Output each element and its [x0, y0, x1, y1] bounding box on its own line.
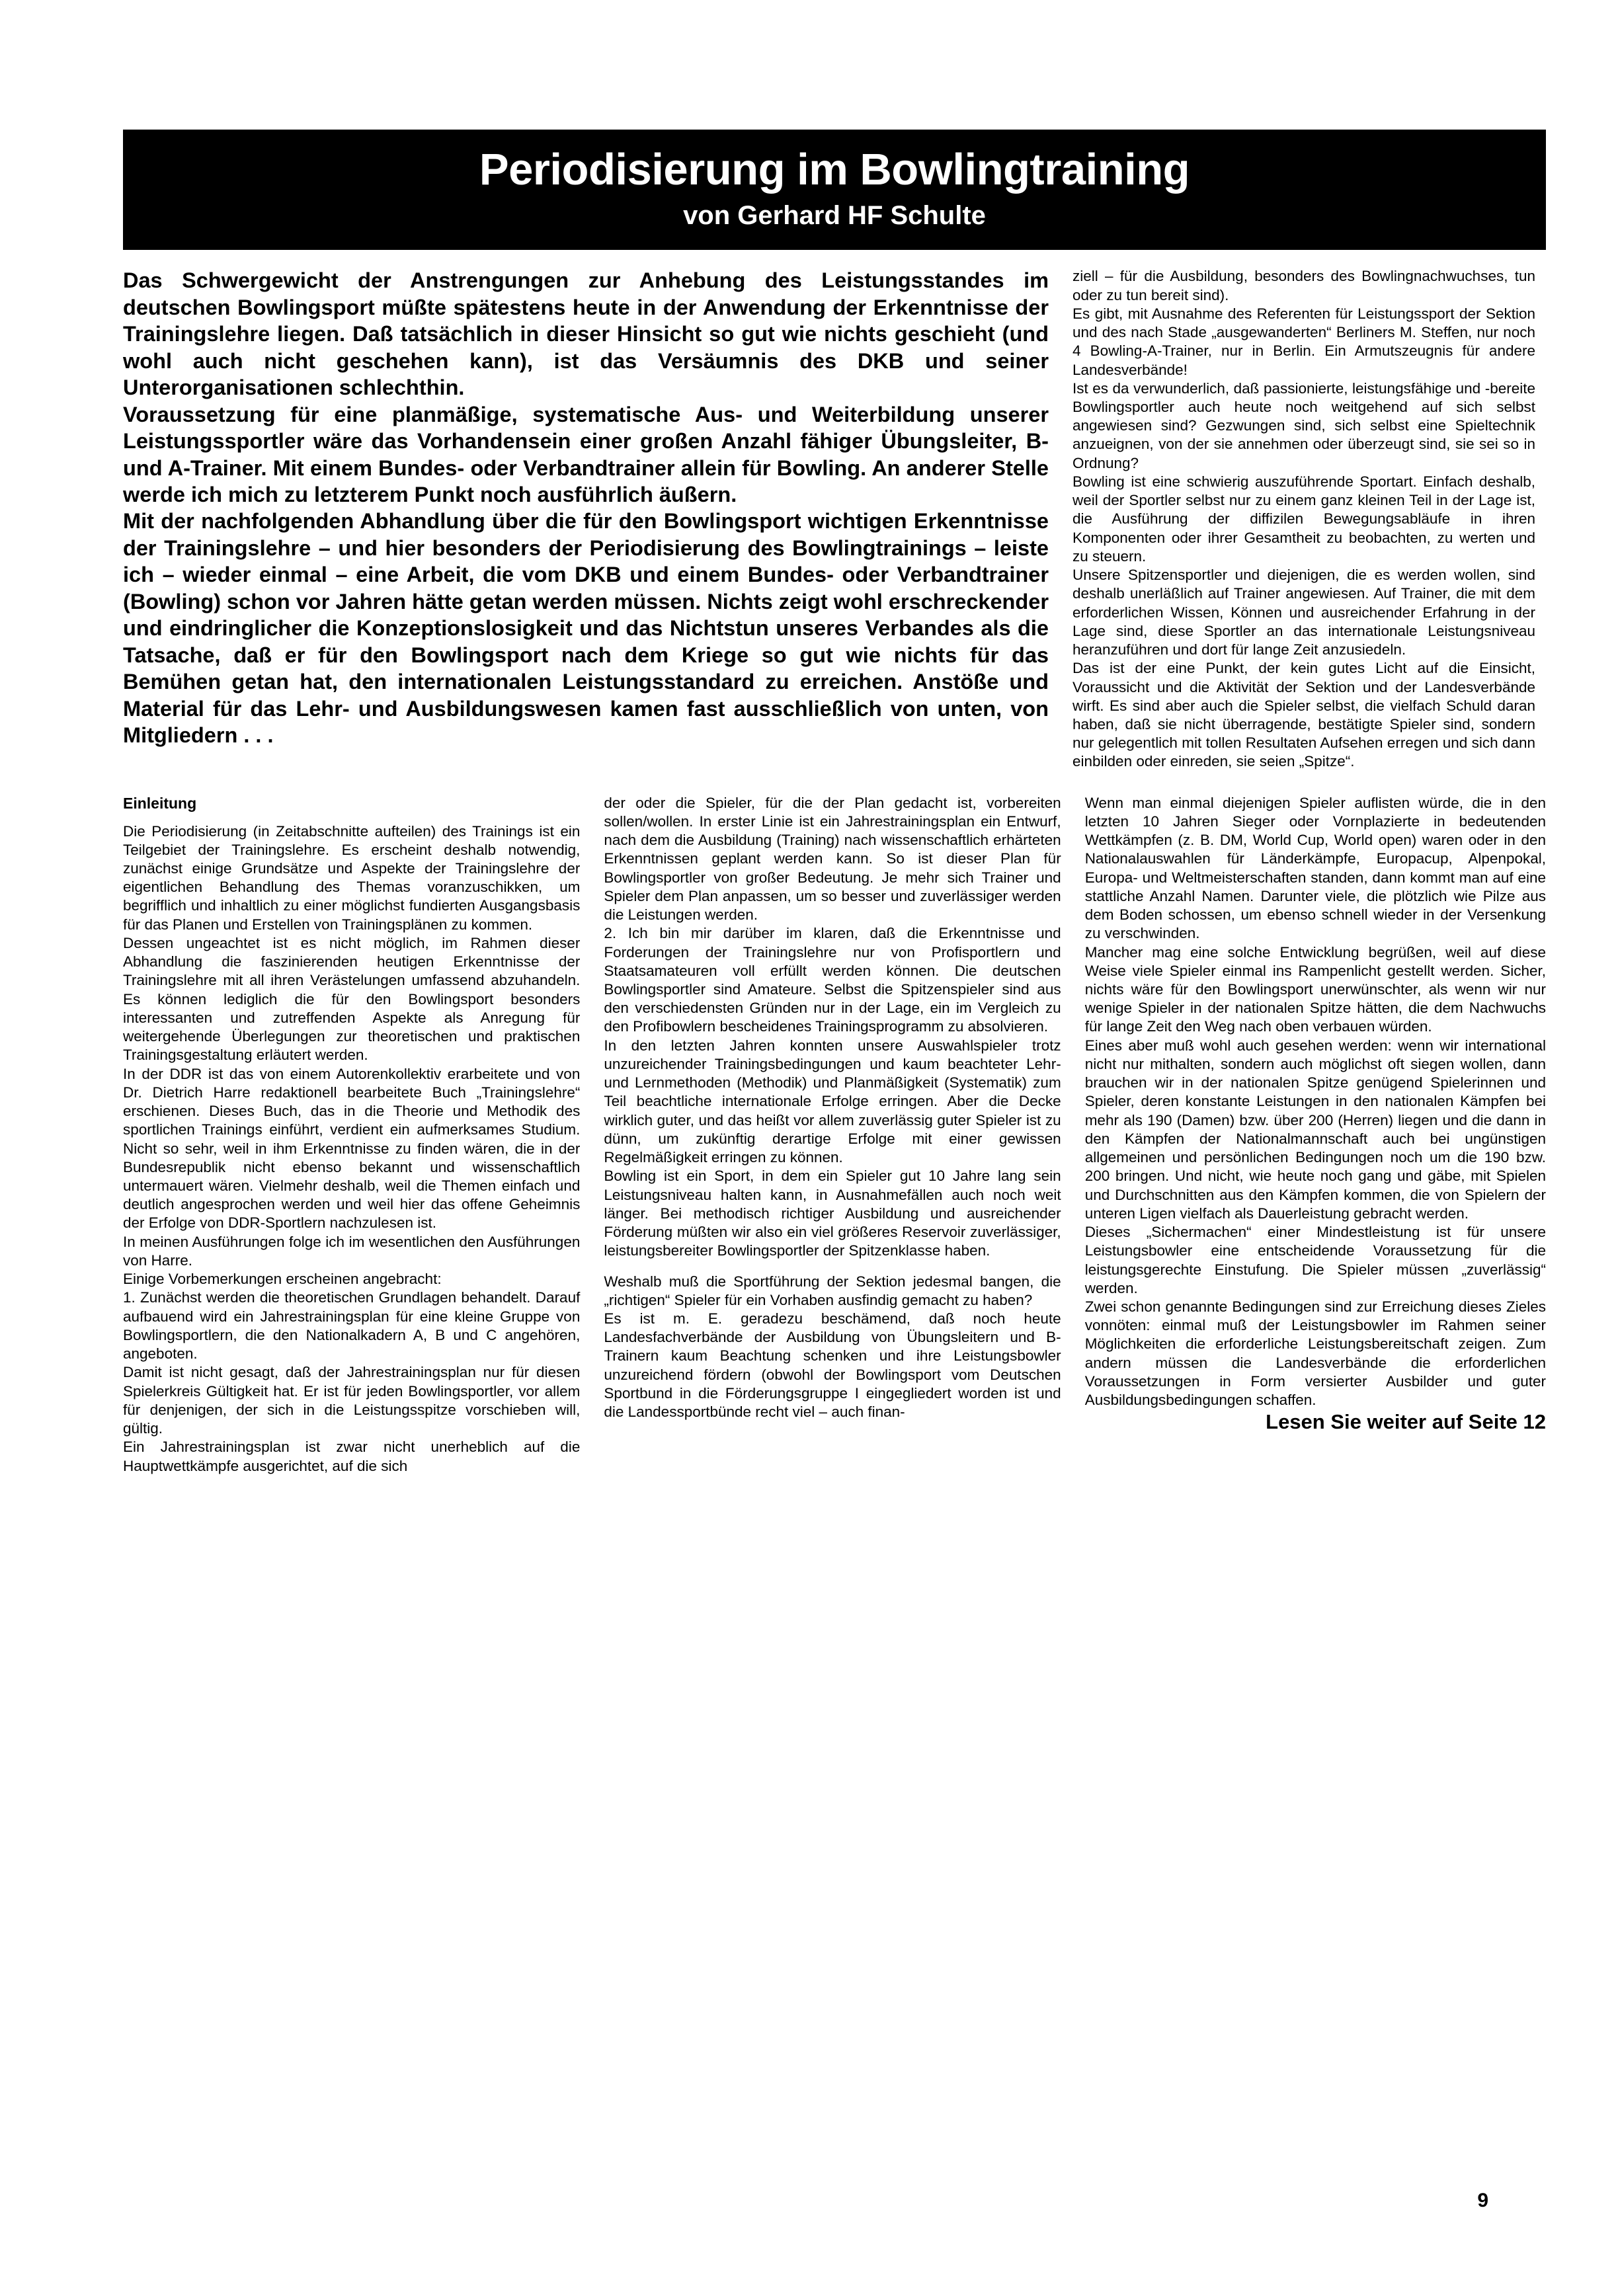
- column-right-top: [1072, 267, 1535, 771]
- paragraph: Eines aber muß wohl auch gesehen werden: wenn wir international nicht nur mithalten, sondern auch möglichst oft siegen wollen, dann brauchen wir in der nationalen Spitze genügend Spielerinnen und Spieler, deren konstante Leistungen in den nationalen Kämpfen bei mehr als 190 (Damen) bzw. über 200 (Herren) liegen und die dann in den Kämpfen der Nationalmannschaft auch bei ungünstigen allgemeinen und persönlichen Bedingungen noch um die 190 bzw. 200 bringen. Und nicht, wie heute noch gang und gäbe, mit Spielen und Durchschnitten aus den Kämpfen kommen, die von Spielern der unteren Ligen vielfach als Dauerleistung gebracht werden.: [1084, 1037, 1546, 1222]
- paragraph: Die Periodisierung (in Zeitabschnitte aufteilen) des Trainings ist ein Teilgebiet der Trainingslehre. Es erscheint deshalb notwendig, zunächst einige Grundsätze und Aspekte der Trainingslehre der eigentlichen Behandlung des Themas voranzuschikken, um begrifflich und inhaltlich zu einer möglichst fundierten Ausgangsbasis für das Planen und Erstellen von Trainingsplänen zu kommen.: [123, 822, 581, 933]
- article-body: [123, 130, 1546, 1476]
- paragraph: Dieses „Sichermachen“ einer Mindestleistung ist für unsere Leistungsbowler eine entscheidende Voraussetzung für die leistungsgerechte Einstufung. Die Spieler müssen „zuverlässig“ werden.: [1084, 1224, 1546, 1296]
- page-title: Periodisierung im Bowlingtraining: [479, 145, 1190, 194]
- paragraph: der oder die Spieler, für die der Plan gedacht ist, vorbereiten sollen/wollen. In erster Linie ist ein Jahrestrainingsplan ein Entwurf, nach dem die Ausbildung (Training) nach wissenschaftlich erhärteten Erkenntnissen geplant werden kann. So ist dieser Plan für Bowlingsportler von großer Bedeutung. Je mehr sich Trainer und Spieler dem Plan anpassen, um so besser und zuverlässiger werden die Leistungen werden.: [604, 794, 1061, 924]
- paragraph: Es ist m. E. geradezu beschämend, daß noch heute Landesfachverbände der Ausbildung von Übungsleitern und B-Trainern kaum Beachtung schenken und ihre Leistungsbowler unzureichend fördern (obwohl der Bowlingsport vom Deutschen Sportbund in die Förderungsgruppe I eingegliedert worden ist und die Landessportbünde recht viel – auch finan-: [604, 1310, 1061, 1421]
- paragraph: Ein Jahrestrainingsplan ist zwar nicht unerheblich auf die Hauptwettkämpfe ausgerichtet, auf die sich: [123, 1439, 581, 1474]
- article-byline: von Gerhard HF Schulte: [683, 201, 986, 231]
- paragraph: 1. Zunächst werden die theoretischen Grundlagen behandelt. Darauf aufbauend wird ein Jahrestrainingsplan für eine kleine Gruppe von Bowlingsportlern, die den Nationalkadern A, B und C angehören, angeboten.: [123, 1289, 581, 1363]
- paragraph: 2. Ich bin mir darüber im klaren, daß die Erkenntnisse und Forderungen der Trainingslehre nur von Profisportlern und Staatsamateuren voll erfüllt werden können. Die deutschen Bowlingsportler sind Amateure. Selbst die Spitzenspieler sind aus den verschiedensten Gründen nur in der Lage, ein im Vergleich zu den Profibowlern bescheidenes Trainingsprogramm zu absolvieren.: [604, 925, 1061, 1035]
- lead-text: Das Schwergewicht der Anstrengungen zur Anhebung des Leistungsstandes im deutschen Bowlingsport müßte spätestens heute in der Anwendung der Erkenntnisse der Trainingslehre liegen. Daß tatsächlich in dieser Hinsicht so gut wie nichts geschieht (und wohl auch nicht geschehen kann), ist das Versäumnis des DKB und seiner Unterorganisationen schlechthin. Voraussetzung für eine planmäßige, systematische Aus- und Weiterbildung unserer Leistungssportler wäre das Vorhandensein einer großen Anzahl fähiger Übungsleiter, B- und A-Trainer. Mit einem Bundes- oder Verbandtrainer allein für Bowling. An anderer Stelle werde ich mich zu letzterem Punkt noch ausführlich äußern. Mit der nachfolgenden Abhandlung über die für den Bowlingsport wichtigen Erkenntnisse der Trainingslehre – und hier besonders der Periodisierung des Bowlingtrainings – leiste ich – wieder einmal – eine Arbeit, die vom DKB und einem Bundes- oder Verbandtrainer (Bowling) schon vor Jahren hätte getan werden müssen. Nichts zeigt wohl erschreckender und eindringlicher die Konzeptionslosigkeit und das Nichtstun unseres Verbandes als die Tatsache, daß er für den Bowlingsport nach dem Kriege so gut wie nichts für das Bemühen getan hat, den internationalen Leistungsstandard zu erreichen. Anstöße und Material für das Lehr- und Ausbildungswesen kamen fast ausschließlich von unten, von Mitgliedern . . .: [123, 268, 1049, 748]
- column-three: [1085, 794, 1546, 1436]
- article-title-banner: [123, 130, 1546, 250]
- paragraph: Zwei schon genannte Bedingungen sind zur Erreichung dieses Zieles vonnöten: einmal muß der Leistungsbowler im Rahmen seiner Möglichkeiten die erforderliche Leistungsbereitschaft zeigen. Zum andern müssen die Landesverbände die erforderlichen Voraussetzungen in Form versierter Ausbilder und guter Ausbildungsbedingungen schaffen.: [1084, 1298, 1546, 1409]
- paragraph: In meinen Ausführungen folge ich im wesentlichen den Ausführungen von Harre.: [123, 1233, 581, 1269]
- section-heading: Einleitung: [123, 794, 197, 812]
- paragraph: Wenn man einmal diejenigen Spieler auflisten würde, die in den letzten 10 Jahren Sieger oder Vornplazierte in bedeutenden Wettkämpfen (z. B. DM, World Cup, World open) waren oder in den Nationalauswahlen für Länderkämpfe, Europacup, Alpenpokal, Europa- und Weltmeisterschaften standen, dann kommt man auf eine stattliche Anzahl Namen. Darunter viele, die plötzlich wie Pilze aus dem Boden schossen, um ebenso schnell wieder in der Versenkung zu verschwinden.: [1084, 794, 1546, 942]
- lead-section: [123, 267, 1546, 771]
- paragraph: Mancher mag eine solche Entwicklung begrüßen, weil auf diese Weise viele Spieler einmal ins Rampenlicht gestellt werden. Sicher, nichts wäre für den Bowlingsport unerwünschter, als wenn wir nur wenige Spieler in der nationalen Spitze hätten, die dem Nachwuchs für lange Zeit den Weg nach oben verbauen würden.: [1084, 943, 1546, 1035]
- column-one: [123, 794, 580, 1476]
- paragraph: Einige Vorbemerkungen erscheinen angebracht:: [123, 1271, 442, 1288]
- paragraph: Dessen ungeachtet ist es nicht möglich, im Rahmen dieser Abhandlung die faszinierenden heutigen Erkenntnisse der Trainingslehre mit all ihren Verästelungen umfassend abzuhandeln. Es können lediglich die für den Bowlingsport besonders interessanten und zutreffenden Aspekte als Anregung für weitergehende Überlegungen zur theoretischen und praktischen Trainingsgestaltung erläutert werden.: [123, 934, 581, 1064]
- column-two: [604, 794, 1061, 1422]
- paragraph: Weshalb muß die Sportführung der Sektion jedesmal bangen, die „richtigen“ Spieler für ein Vorhaben ausfindig gemacht zu haben?: [604, 1273, 1061, 1308]
- main-columns: [123, 794, 1546, 1476]
- lead-paragraph: [123, 267, 1049, 748]
- page-number: 9: [1477, 2190, 1488, 2211]
- continue-note: Lesen Sie weiter auf Seite 12: [1266, 1410, 1546, 1434]
- paragraph: In der DDR ist das von einem Autorenkollektiv erarbeitete und von Dr. Dietrich Harre redaktionell bearbeitete Buch „Trainingslehre“ erschienen. Dieses Buch, das in die Theorie und Methodik des sportlichen Trainings einführt, verdient ein aufmerksames Studium. Nicht so sehr, weil in ihm Erkenntnisse zu finden wären, die in der Bundesrepublik nicht ebenso bekannt und wissenschaftlich untermauert wären. Vielmehr deshalb, weil die Themen einfach und deutlich angesprochen werden und weil hier das offene Geheimnis der Erfolge von DDR-Sportlern nachzulesen ist.: [123, 1065, 581, 1232]
- paragraph: In den letzten Jahren konnten unsere Auswahlspieler trotz unzureichender Trainingsbedingungen und kaum beachteter Lehr- und Lernmethoden (Methodik) und Planmäßigkeit (Systematik) zum Teil beachtliche internationale Erfolge erringen. Aber die Decke wirklich guter, und das heißt vor allem zuverlässig guter Spieler ist zu dünn, um zukünftig derartige Erfolge mit einer gewissen Regelmäßigkeit erringen zu können.: [604, 1037, 1061, 1166]
- paragraph: Bowling ist ein Sport, in dem ein Spieler gut 10 Jahre lang sein Leistungsniveau halten kann, in Ausnahmefällen auch noch weit länger. Bei methodisch richtiger Ausbildung und ausreichender Förderung müßten wir also ein viel größeres Reservoir zuverlässiger, leistungsbereiter Bowlingsportler der Spitzenklasse haben.: [604, 1168, 1061, 1259]
- paragraph: Damit ist nicht gesagt, daß der Jahrestrainingsplan nur für diesen Spielerkreis Gültigkeit hat. Er ist für jeden Bowlingsportler, vor allem für denjenigen, der sich in die Leistungsspitze vorschieben will, gültig.: [123, 1364, 581, 1437]
- column-right-top-text: ziell – für die Ausbildung, besonders des Bowlingnachwuchses, tun oder zu tun bereit sind). Es gibt, mit Ausnahme des Referenten für Leistungssport der Sektion und des nach Stade „ausgewanderten“ Berliners M. Steffen, nur noch 4 Bowling-A-Trainer, nur in Berlin. Ein Armutszeugnis für andere Landesverbände! Ist es da verwunderlich, daß passionierte, leistungsfähige und -bereite Bowlingsportler auch heute noch weitgehend auf sich selbst angewiesen sind? Gezwungen sind, sich selbst eine Spieltechnik anzueignen, von der sie annehmen oder überzeugt sind, sie sei so in Ordnung? Bowling ist eine schwierig auszuführende Sportart. Einfach deshalb, weil der Sportler selbst nur zu einem ganz kleinen Teil in der Lage ist, die Ausführung der diffizilen Bewegungsabläufe in ihren Komponenten oder ihrer Gesamtheit zu beobachten, zu werten und zu steuern. Unsere Spitzensportler und diejenigen, die es werden wollen, sind deshalb unerläßlich auf Trainer angewiesen. Auf Trainer, die mit dem erforderlichen Wissen, Können und ausreichender Erfahrung in der Lage sind, diese Sportler an das internationale Leistungsniveau heranzuführen und dort für lange Zeit anzusiedeln. Das ist der eine Punkt, der kein gutes Licht auf die Einsicht, Voraussicht und die Aktivität der Sektion und der Landesverbände wirft. Es sind aber auch die Spieler selbst, die vielfach Schuld daran haben, daß sie nicht überragende, bestätigte Spieler sind, sondern nur gelegentlich mit tollen Resultaten Aufsehen erregen und sich dann einbilden oder einreden, sie seien „Spitze“.: [1072, 268, 1535, 770]
